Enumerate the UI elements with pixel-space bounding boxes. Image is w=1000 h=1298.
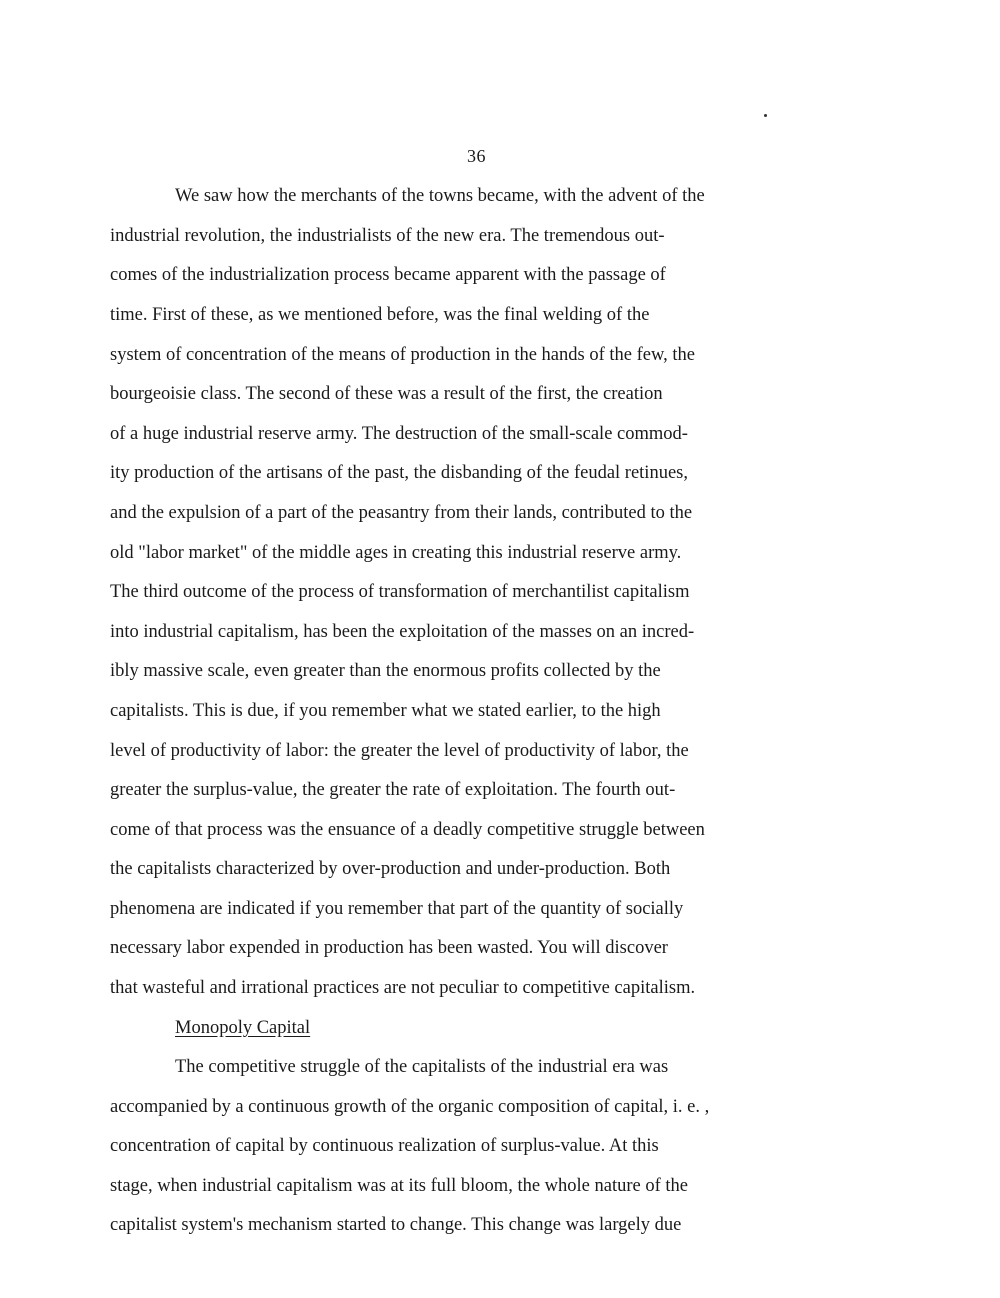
text-line: capitalist system's mechanism started to change. This change was largely due [110,1215,682,1235]
text-line: stage, when industrial capitalism was at its full bloom, the whole nature of the [110,1176,688,1196]
text-line: bourgeoisie class. The second of these was a result of the first, the creation [110,384,663,404]
text-line: into industrial capitalism, has been the exploitation of the masses on an incred- [110,622,695,642]
text-line: necessary labor expended in production has been wasted. You will discover [110,938,668,958]
text-line: greater the surplus-value, the greater the rate of exploitation. The fourth out- [110,780,676,800]
text-line: The competitive struggle of the capitalists of the industrial era was [175,1057,669,1077]
text-line: We saw how the merchants of the towns became, with the advent of the [175,186,705,206]
text-line: the capitalists characterized by over-production and under-production. Both [110,859,671,879]
text-line: concentration of capital by continuous realization of surplus-value. At this [110,1136,659,1156]
text-line: industrial revolution, the industrialists of the new era. The tremendous out- [110,226,665,246]
text-line: capitalists. This is due, if you remember what we stated earlier, to the high [110,701,661,721]
text-line: come of that process was the ensuance of a deadly competitive struggle between [110,820,705,840]
section-heading: Monopoly Capital [175,1018,311,1038]
text-line: time. First of these, as we mentioned before, was the final welding of the [110,305,650,325]
text-line: accompanied by a continuous growth of the organic composition of capital, i. e. , [110,1097,710,1117]
text-line: that wasteful and irrational practices are not peculiar to competitive capitalism. [110,978,696,998]
text-line: of a huge industrial reserve army. The destruction of the small-scale commod- [110,424,688,444]
text-line: phenomena are indicated if you remember that part of the quantity of socially [110,899,684,919]
page-number: 36 [467,146,486,166]
text-line: old "labor market" of the middle ages in creating this industrial reserve army. [110,543,682,563]
text-line: ity production of the artisans of the past, the disbanding of the feudal retinues, [110,463,688,483]
scan-speck [764,114,767,117]
text-line: ibly massive scale, even greater than the enormous profits collected by the [110,661,661,681]
text-line: level of productivity of labor: the greater the level of productivity of labor, the [110,741,689,761]
text-line: The third outcome of the process of transformation of merchantilist capitalism [110,582,690,602]
text-line: system of concentration of the means of production in the hands of the few, the [110,345,695,365]
text-line: comes of the industrialization process became apparent with the passage of [110,265,666,285]
text-line: and the expulsion of a part of the peasantry from their lands, contributed to the [110,503,693,523]
